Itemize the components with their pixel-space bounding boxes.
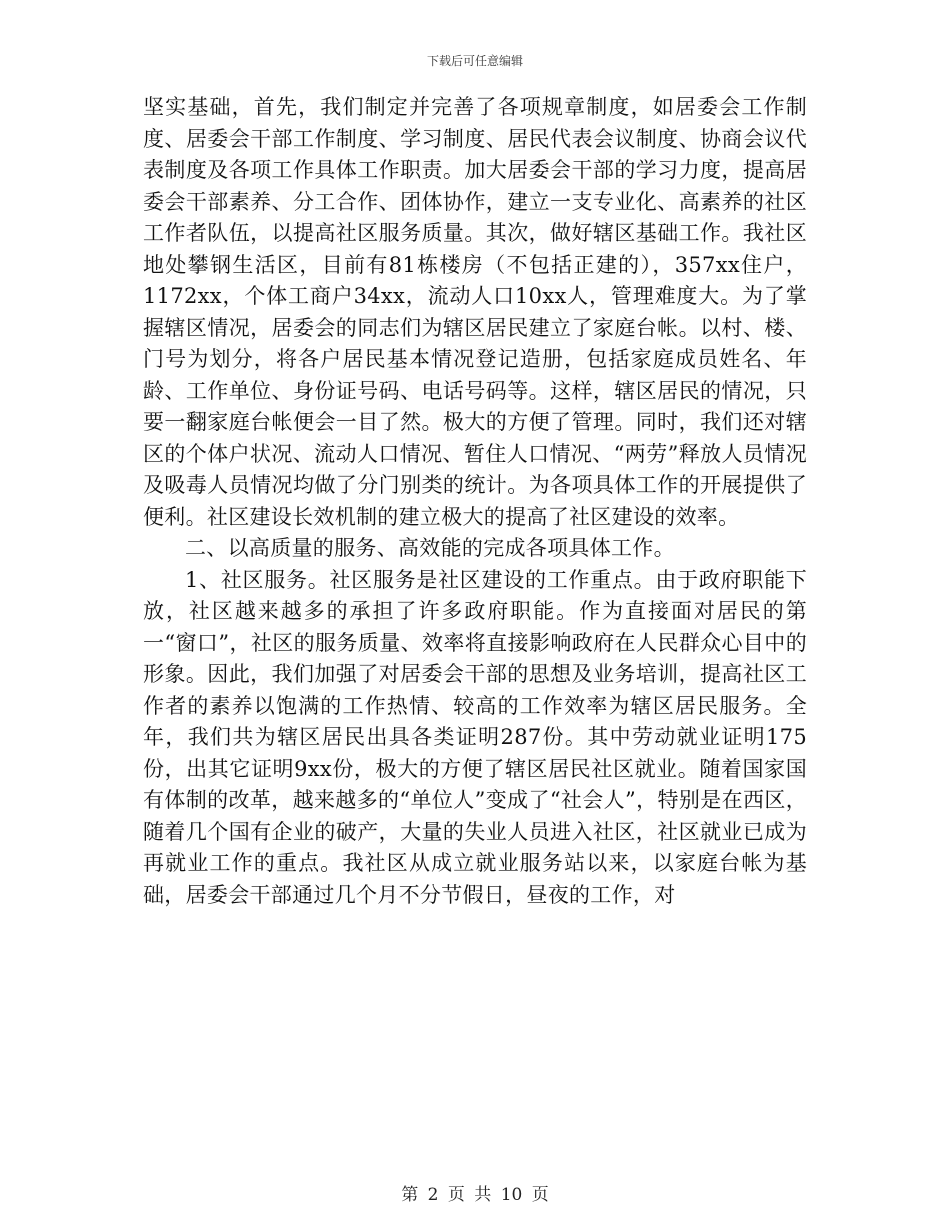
body-paragraph-continued: 坚实基础，首先，我们制定并完善了各项规章制度，如居委会工作制度、居委会干部工作制度、学习制度、居民代表会议制度、协商会议代表制度及各项工作具体工作职责。加大居委会干部的学习力度，提高居委会干部素养、分工合作、团体协作，建立一支专业化、高素养的社区工作者队伍，以提高社区服务质量。其次，做好辖区基础工作。我社区地处攀钢生活区，目前有81栋楼房（不包括正建的），357xx住户，1172xx，个体工商户34xx，流动人口10xx人，管理难度大。为了掌握辖区情况，居委会的同志们为辖区居民建立了家庭台帐。以村、楼、门号为划分，将各户居民基本情况登记造册，包括家庭成员姓名、年龄、工作单位、身份证号码、电话号码等。这样，辖区居民的情况，只要一翻家庭台帐便会一目了然。极大的方便了管理。同时，我们还对辖区的个体户状况、流动人口情况、暂住人口情况、“两劳”释放人员情况及吸毒人员情况均做了分门别类的统计。为各项具体工作的开展提供了便利。社区建设长效机制的建立极大的提高了社区建设的效率。: [143, 95, 807, 529]
page-header-note: 下载后可任意编辑: [426, 54, 523, 68]
body-paragraph-community-service: 1、社区服务。社区服务是社区建设的工作重点。由于政府职能下放，社区越来越多的承担了许多政府职能。作为直接面对居民的第一“窗口”，社区的服务质量、效率将直接影响政府在人民群众心目中的形象。因此，我们加强了对居委会干部的思想及业务培训，提高社区工作者的素养以饱满的工作热情、较高的工作效率为辖区居民服务。全年，我们共为辖区居民出具各类证明287份。其中劳动就业证明175份，出其它证明9xx份，极大的方便了辖区居民社区就业。随着国家国有体制的改革，越来越多的“单位人”变成了“社会人”，特别是在西区，随着几个国有企业的破产，大量的失业人员进入社区，社区就业已成为再就业工作的重点。我社区从成立就业服务站以来，以家庭台帐为基础，居委会干部通过几个月不分节假日，昼夜的工作，对: [143, 567, 807, 907]
section-heading: 二、以高质量的服务、高效能的完成各项具体工作。: [185, 536, 675, 560]
document-body: [143, 92, 807, 911]
page-number-footer: 第 2 页 共 10 页: [401, 1185, 549, 1205]
